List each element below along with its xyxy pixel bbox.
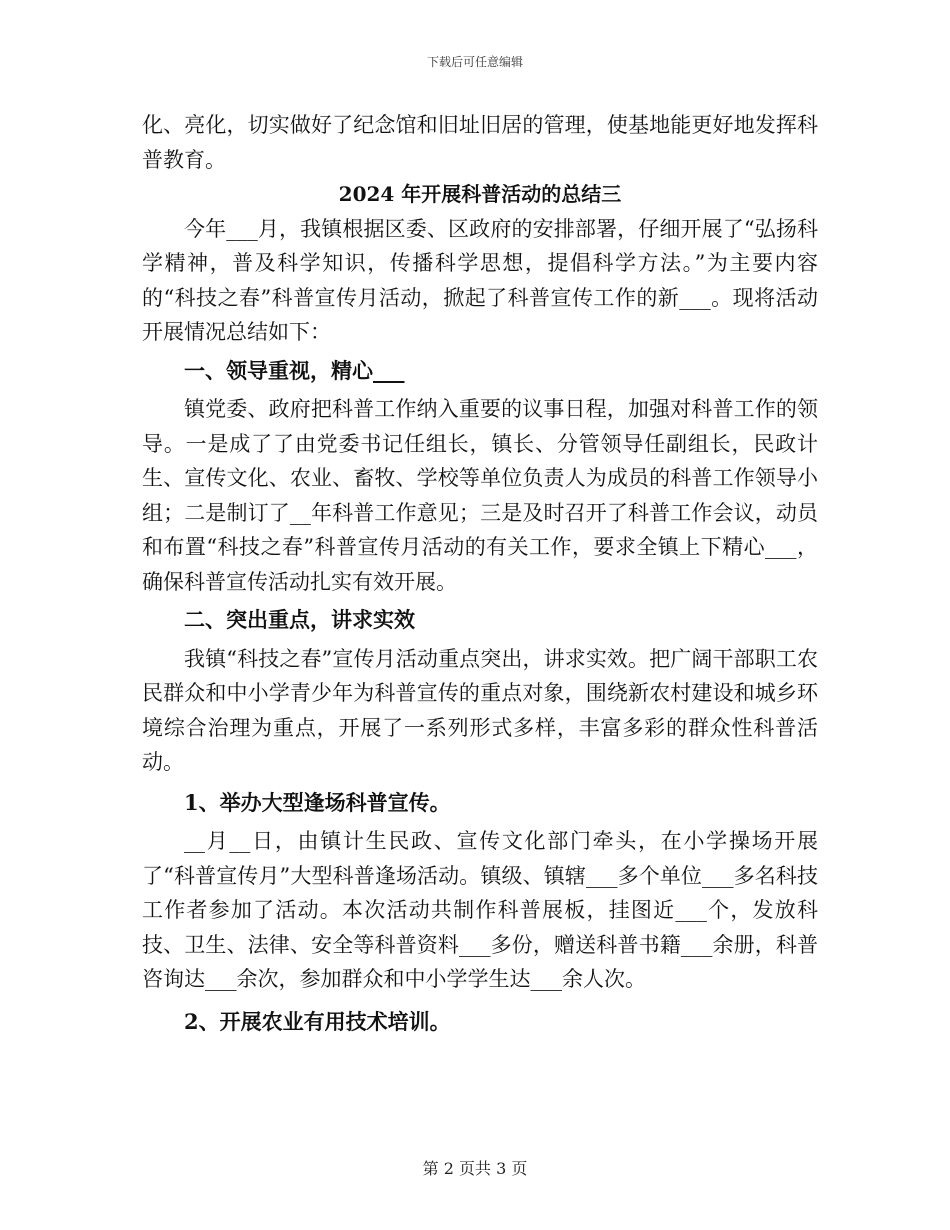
paragraph-continued: 化、亮化，切实做好了纪念馆和旧址旧居的管理，使基地能更好地发挥科普教育。 <box>142 113 818 172</box>
heading-focus: 二、突出重点，讲求实效 <box>184 607 415 632</box>
paragraph-intro: 今年___月，我镇根据区委、区政府的安排部署，仔细开展了“弘扬科学精神，普及科学知识，传播科学思想，提倡科学方法。”为主要内容的“科技之春”科普宣传月活动，掀起了科普宣传工作的新___。现将活动开展情况总结如下： <box>142 216 818 344</box>
heading-market-event: 1、举办大型逢场科普宣传。 <box>184 789 451 815</box>
paragraph-focus: 我镇“科技之春”宣传月活动重点突出，讲求实效。把广阔干部职工农民群众和中小学青少年为科普宣传的重点对象，围绕新农村建设和城乡环境综合治理为重点，开展了一系列形式多样，丰富多彩的群众性科普活动。 <box>142 646 818 774</box>
document-body <box>142 108 818 1039</box>
section-title: 2024 年开展科普活动的总结三 <box>338 182 622 206</box>
page-header-note: 下载后可任意编辑 <box>426 55 523 69</box>
heading-leadership: 一、领导重视，精心___ <box>184 357 405 383</box>
page-number: 第 2 页共 3 页 <box>422 1159 528 1178</box>
paragraph-market-event: __月__日，由镇计生民政、宣传文化部门牵头，在小学操场开展了“科普宣传月”大型科普逢场活动。镇级、镇辖___多个单位___多名科技工作者参加了活动。本次活动共制作科普展板，挂图近___个，发放科技、卫生、法律、安全等科普资料___多份，赠送科普书籍___余册，科普咨询达___余次，参加群众和中小学学生达___余人次。 <box>142 829 818 991</box>
paragraph-leadership: 镇党委、政府把科普工作纳入重要的议事日程，加强对科普工作的领导。一是成了了由党委书记任组长，镇长、分管领导任副组长，民政计生、宣传文化、农业、畜牧、学校等单位负责人为成员的科普工作领导小组；二是制订了__年科普工作意见；三是及时召开了科普工作会议，动员和布置“科技之春”科普宣传月活动的有关工作，要求全镇上下精心___，确保科普宣传活动扎实有效开展。 <box>142 397 818 594</box>
heading-agri-training: 2、开展农业有用技术培训。 <box>184 1008 451 1034</box>
